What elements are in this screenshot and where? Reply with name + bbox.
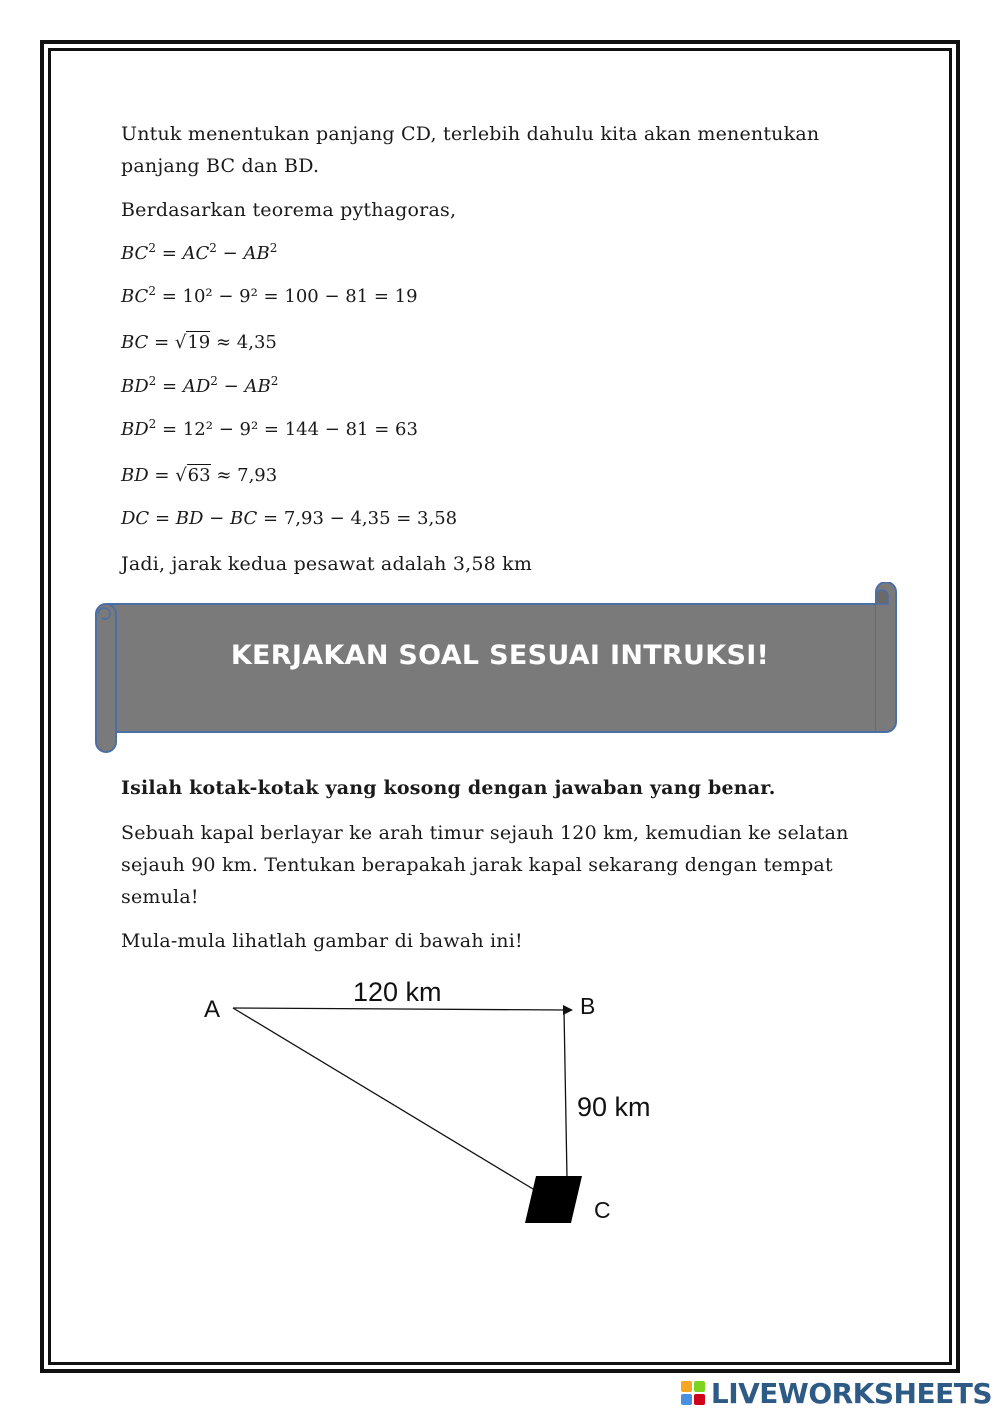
label-b: B bbox=[580, 993, 596, 1019]
eq-value: = 7,93 − 4,35 = 3,58 bbox=[263, 508, 458, 529]
eq-term: AB bbox=[243, 243, 270, 264]
eq-value: = 10² − 9² = 100 − 81 = 19 bbox=[161, 286, 418, 307]
line-ab bbox=[233, 1008, 565, 1010]
banner-title: KERJAKAN SOAL SESUAI INTRUKSI! bbox=[230, 640, 770, 671]
eq-term: BD bbox=[121, 376, 149, 397]
eq-term: BC bbox=[121, 243, 149, 264]
equation-bc-squared: $BC^2 = AC^2 - AB^2$ bbox=[121, 241, 278, 264]
liveworksheets-logo-icon bbox=[681, 1381, 705, 1405]
eq-term: AB bbox=[244, 376, 271, 397]
footer-brand bbox=[681, 1376, 992, 1410]
equation-bc-numeric: $BC^2 = 10^2 - 9^2 = 100 - 81 = 19$ bbox=[121, 284, 418, 307]
label-distance-bc: 90 km bbox=[577, 1092, 651, 1122]
eq-value: = 12² − 9² = 144 − 81 = 63 bbox=[162, 419, 418, 440]
equation-bc-root: BC = √19 ≈ 4,35 bbox=[121, 332, 277, 353]
label-c: C bbox=[594, 1197, 611, 1223]
label-distance-ab: 120 km bbox=[353, 977, 442, 1007]
equation-dc: DC = BD − BC = 7,93 − 4,35 = 3,58 bbox=[121, 508, 458, 529]
prompt-text: Mula-mula lihatlah gambar di bawah ini! bbox=[121, 930, 523, 952]
eq-term: AC bbox=[182, 243, 210, 264]
line-ac bbox=[233, 1008, 538, 1192]
equation-bd-root: BD = √63 ≈ 7,93 bbox=[121, 465, 278, 486]
label-a: A bbox=[204, 996, 221, 1023]
problem-text: Sebuah kapal berlayar ke arah timur sejauh 120 km, kemudian ke selatan sejauh 90 km. Tentukan berapakah jarak kapal sekarang dengan tempat semula! bbox=[121, 822, 849, 908]
eq-radicand: 19 bbox=[187, 332, 211, 353]
conclusion-text: Jadi, jarak kedua pesawat adalah 3,58 km bbox=[121, 553, 533, 575]
footer-brand-text: LIVEWORKSHEETS bbox=[710, 1376, 992, 1410]
eq-approx: ≈ 7,93 bbox=[216, 465, 278, 486]
equation-bd-squared: $BD^2 = AD^2 - AB^2$ bbox=[121, 374, 279, 397]
intro-theorem-line: Berdasarkan teorema pythagoras, bbox=[121, 199, 457, 221]
line-bc bbox=[564, 1010, 567, 1178]
eq-radicand: 63 bbox=[187, 465, 211, 486]
intro-paragraph: Untuk menentukan panjang CD, terlebih dahulu kita akan menentukan panjang BC dan BD. bbox=[121, 123, 820, 177]
equation-bd-numeric: $BD^2 = 12^2 - 9^2 = 144 - 81 = 63$ bbox=[121, 417, 418, 440]
eq-term: AD bbox=[182, 376, 211, 397]
ship-shape bbox=[525, 1176, 582, 1223]
eq-approx: ≈ 4,35 bbox=[215, 332, 277, 353]
intro-section bbox=[121, 118, 881, 238]
instruction-text: Isilah kotak-kotak yang kosong dengan jawaban yang benar. bbox=[121, 777, 776, 799]
